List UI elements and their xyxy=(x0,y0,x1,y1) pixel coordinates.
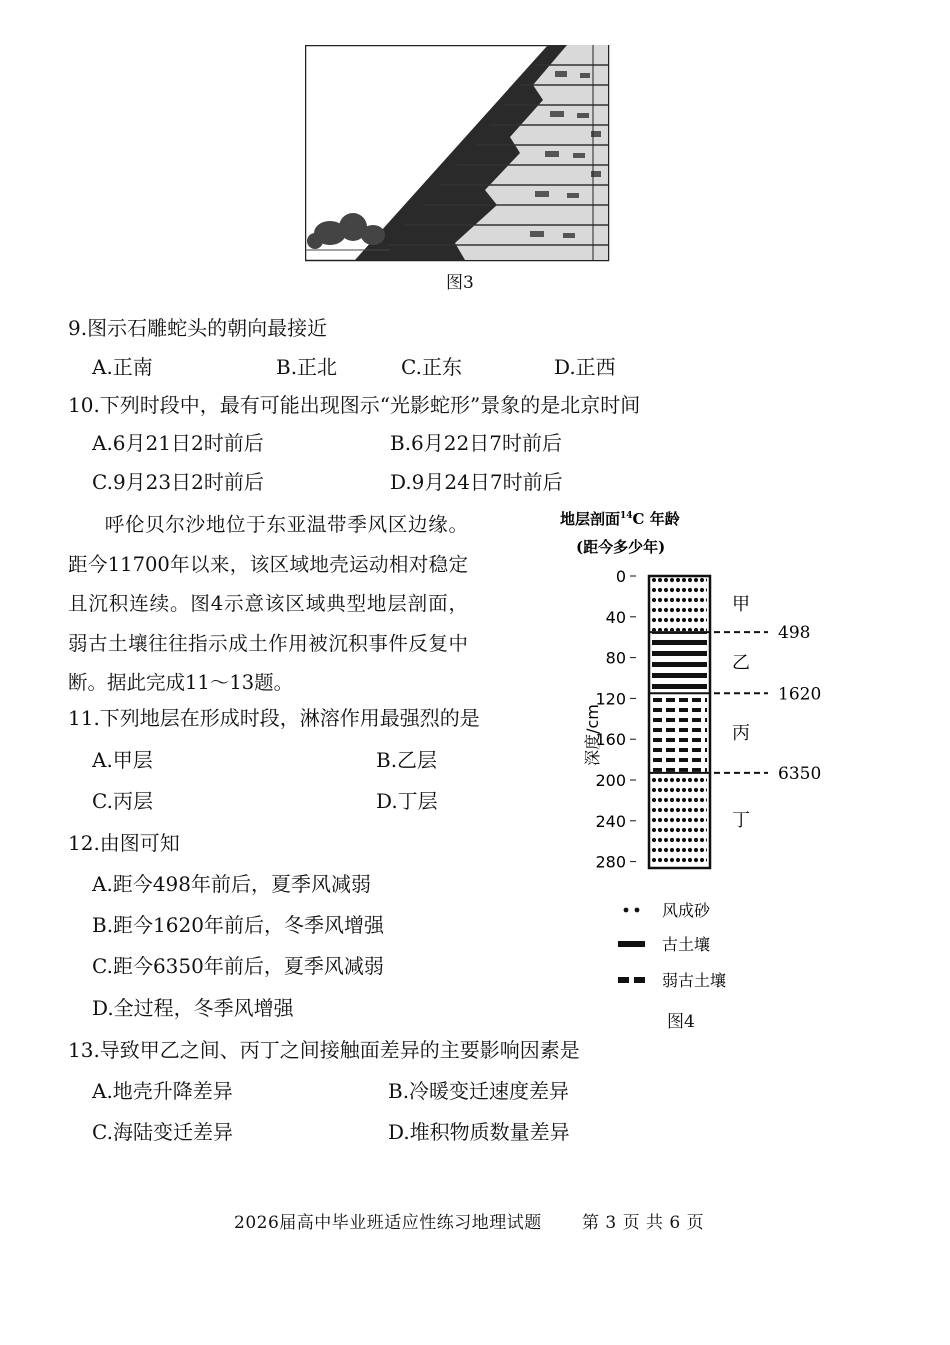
question-9-option-b: B.正北 xyxy=(276,355,338,379)
question-12-option-b: B.距今1620年前后，冬季风增强 xyxy=(92,913,384,937)
question-13-option-c: C.海陆变迁差异 xyxy=(92,1120,233,1144)
question-12-option-d: D.全过程，冬季风增强 xyxy=(92,996,294,1020)
depth-tick-label-3: 120 xyxy=(595,689,626,709)
question-11-option-d: D.丁层 xyxy=(376,789,438,813)
depth-tick-label-0: 0 xyxy=(615,567,626,586)
layer-label-3: 丙 xyxy=(732,723,750,745)
legend-aeolian-sand: 风成砂 xyxy=(662,901,711,920)
figure-3-caption: 图3 xyxy=(446,273,474,293)
legend-weak-paleosol: 弱古土壤 xyxy=(662,971,727,990)
passage-text: 呼伦贝尔沙地位于东亚温带季风区边缘。距今11700年以来，该区域地壳运动相对稳定且沉积连续。图4示意该区域典型地层剖面，弱古土壤往往指示成土作用被沉积事件反复中断。据此完成11～13题。 xyxy=(68,513,468,694)
depth-tick-label-7: 280 xyxy=(595,852,626,872)
footer-exam-title: 2026届高中毕业班适应性练习地理试题 xyxy=(234,1213,542,1233)
layer-fill-4 xyxy=(652,774,707,866)
depth-axis-label: 深度/cm xyxy=(583,704,602,766)
reading-passage xyxy=(68,505,468,703)
question-13-option-d: D.堆积物质数量差异 xyxy=(388,1120,570,1144)
question-11-option-b: B.乙层 xyxy=(376,748,438,772)
question-13-stem: 13.导致甲乙之间、丙丁之间接触面差异的主要影响因素是 xyxy=(68,1038,580,1062)
question-12-option-a: A.距今498年前后，夏季风减弱 xyxy=(92,872,371,896)
figure-4-subtitle: (距今多少年) xyxy=(576,538,666,556)
figure-4-caption: 图4 xyxy=(667,1012,695,1032)
question-9-stem: 9.图示石雕蛇头的朝向最接近 xyxy=(68,316,328,340)
stratigraphic-column xyxy=(560,505,840,1030)
question-12-option-c: C.距今6350年前后，夏季风减弱 xyxy=(92,954,384,978)
age-marker-label-2: 1620 xyxy=(778,684,822,705)
question-13-option-a: A.地壳升降差异 xyxy=(92,1079,233,1103)
question-9-option-c: C.正东 xyxy=(401,355,462,379)
question-11-option-c: C.丙层 xyxy=(92,789,153,813)
layer-label-2: 乙 xyxy=(732,652,750,674)
question-10-stem: 10.下列时段中，最有可能出现图示“光影蛇形”景象的是北京时间 xyxy=(68,393,641,417)
layer-label-4: 丁 xyxy=(732,809,750,831)
figure-4-title: 地层剖面$^{14}$C 年龄 xyxy=(560,510,680,528)
question-11-option-a: A.甲层 xyxy=(92,748,153,772)
question-12-stem: 12.由图可知 xyxy=(68,831,180,855)
legend xyxy=(618,901,726,990)
age-marker-label-3: 6350 xyxy=(778,763,822,784)
pyramid-illustration xyxy=(305,45,610,263)
layer-fill-3 xyxy=(652,694,707,772)
question-9-option-d: D.正西 xyxy=(554,355,616,379)
question-9-option-a: A.正南 xyxy=(92,355,153,379)
age-marker-label-1: 498 xyxy=(778,623,811,644)
layer-label-1: 甲 xyxy=(732,594,750,616)
question-11-stem: 11.下列地层在形成时段，淋溶作用最强烈的是 xyxy=(68,706,480,730)
layer-fill-2 xyxy=(652,633,707,692)
question-13-option-b: B.冷暖变迁速度差异 xyxy=(388,1079,570,1103)
depth-tick-label-1: 40 xyxy=(605,607,626,627)
figure-4 xyxy=(560,505,840,1034)
question-10-option-b: B.6月22日7时前后 xyxy=(390,431,562,455)
depth-tick-label-2: 80 xyxy=(605,648,626,668)
figure-3 xyxy=(305,45,610,267)
question-10-option-a: A.6月21日2时前后 xyxy=(92,431,264,455)
footer-page-number: 第 3 页 共 6 页 xyxy=(582,1213,705,1233)
depth-tick-label-6: 240 xyxy=(595,811,626,831)
age-markers xyxy=(714,623,821,784)
layers xyxy=(649,577,750,866)
legend-paleosol: 古土壤 xyxy=(662,935,711,954)
layer-fill-1 xyxy=(652,577,707,631)
question-10-option-c: C.9月23日2时前后 xyxy=(92,470,264,494)
question-10-option-d: D.9月24日7时前后 xyxy=(390,470,563,494)
depth-tick-label-5: 200 xyxy=(595,771,626,790)
depth-tick-label-4: 160 xyxy=(595,730,626,750)
